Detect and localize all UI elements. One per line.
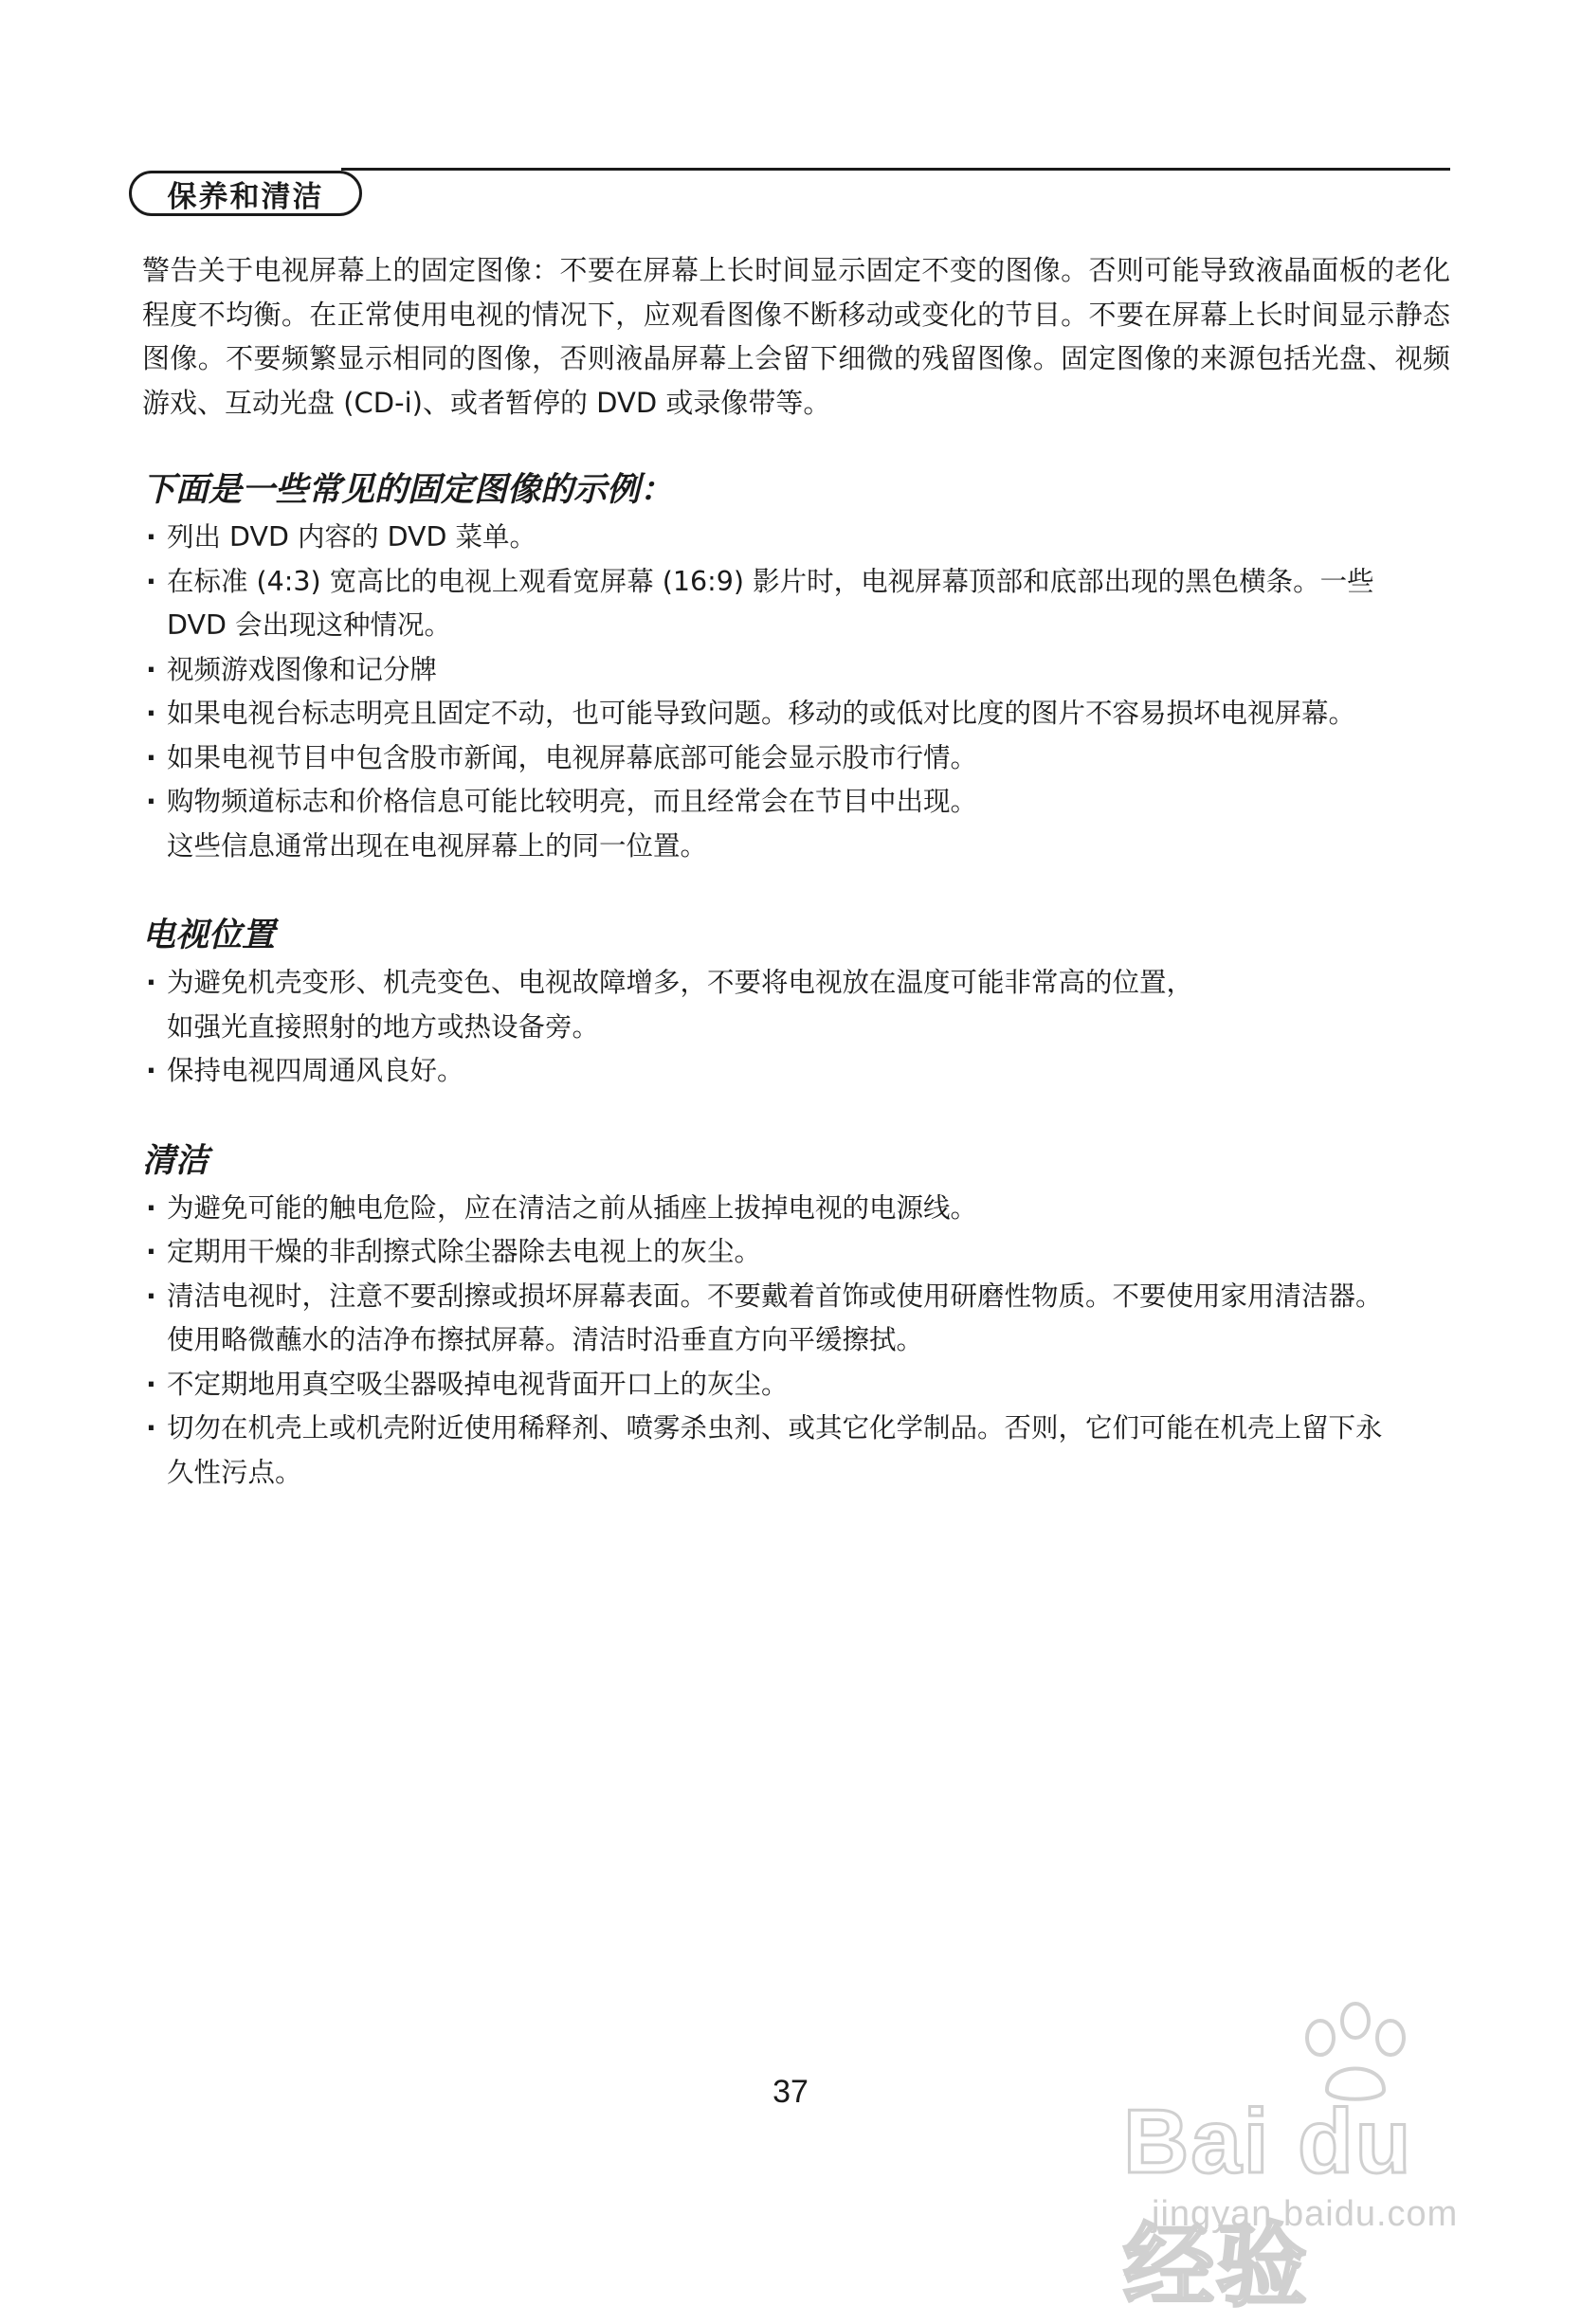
list-item: · 如果电视节目中包含股市新闻，电视屏幕底部可能会显示股市行情。 [142, 736, 1450, 781]
page-number: 37 [772, 2074, 809, 2110]
list-item: · 视频游戏图像和记分牌 [142, 648, 1450, 693]
list-item: · 列出 DVD 内容的 DVD 菜单。 [142, 516, 1450, 560]
list-item: · 如果电视台标志明亮且固定不动，也可能导致问题。移动的或低对比度的图片不容易损坏电视屏幕。 [142, 692, 1450, 736]
section-title: 保养和清洁 [129, 171, 362, 216]
section-rule [341, 168, 1450, 171]
list-item: · 保持电视四周通风良好。 [142, 1049, 1450, 1094]
page-content [142, 248, 1450, 1495]
list-item: · 切勿在机壳上或机壳附近使用稀释剂、喷雾杀虫剂、或其它化学制品。否则，它们可能在机壳上留下永 久性污点。 [142, 1407, 1450, 1495]
cleaning-heading: 清洁 [142, 1141, 209, 1180]
watermark-brand: Bai du 经验 [1123, 2091, 1413, 2317]
cleaning-list [142, 1187, 1450, 1496]
list-item: · 不定期地用真空吸尘器吸掉电视背面开口上的灰尘。 [142, 1363, 1450, 1407]
examples-list [142, 516, 1450, 868]
examples-heading: 下面是一些常见的固定图像的示例： [142, 471, 674, 509]
list-item: · 购物频道标志和价格信息可能比较明亮，而且经常会在节目中出现。 这些信息通常出现在电视屏幕上的同一位置。 [142, 780, 1450, 868]
paw-icon [1284, 2000, 1427, 2104]
list-item: · 为避免可能的触电危险，应在清洁之前从插座上拔掉电视的电源线。 [142, 1187, 1450, 1231]
watermark-url: jingyan.baidu.com [1152, 2194, 1459, 2234]
list-item: · 在标准 (4:3) 宽高比的电视上观看宽屏幕 (16:9) 影片时，电视屏幕顶部和底部出现的黑色横条。一些 DVD 会出现这种情况。 [142, 560, 1450, 648]
list-item: · 清洁电视时，注意不要刮擦或损坏屏幕表面。不要戴着首饰或使用研磨性物质。不要使用家用清洁器。 使用略微蘸水的洁净布擦拭屏幕。清洁时沿垂直方向平缓擦拭。 [142, 1275, 1450, 1363]
intro-paragraph: 警告关于电视屏幕上的固定图像：不要在屏幕上长时间显示固定不变的图像。否则可能导致液晶面板的老化程度不均衡。在正常使用电视的情况下，应观看图像不断移动或变化的节目。不要在屏幕上长时间显示静态图像。不要频繁显示相同的图像，否则液晶屏幕上会留下细微的残留图像。固定图像的来源包括光盘、视频游戏、互动光盘 (CD-i)、或者暂停的 DVD 或录像带等。 [142, 254, 1450, 419]
list-item: · 定期用干燥的非刮擦式除尘器除去电视上的灰尘。 [142, 1230, 1450, 1275]
position-list [142, 961, 1450, 1094]
position-heading: 电视位置 [142, 917, 276, 954]
baidu-watermark [1123, 2000, 1521, 2317]
list-item: · 为避免机壳变形、机壳变色、电视故障增多，不要将电视放在温度可能非常高的位置， 如强光直接照射的地方或热设备旁。 [142, 961, 1450, 1049]
